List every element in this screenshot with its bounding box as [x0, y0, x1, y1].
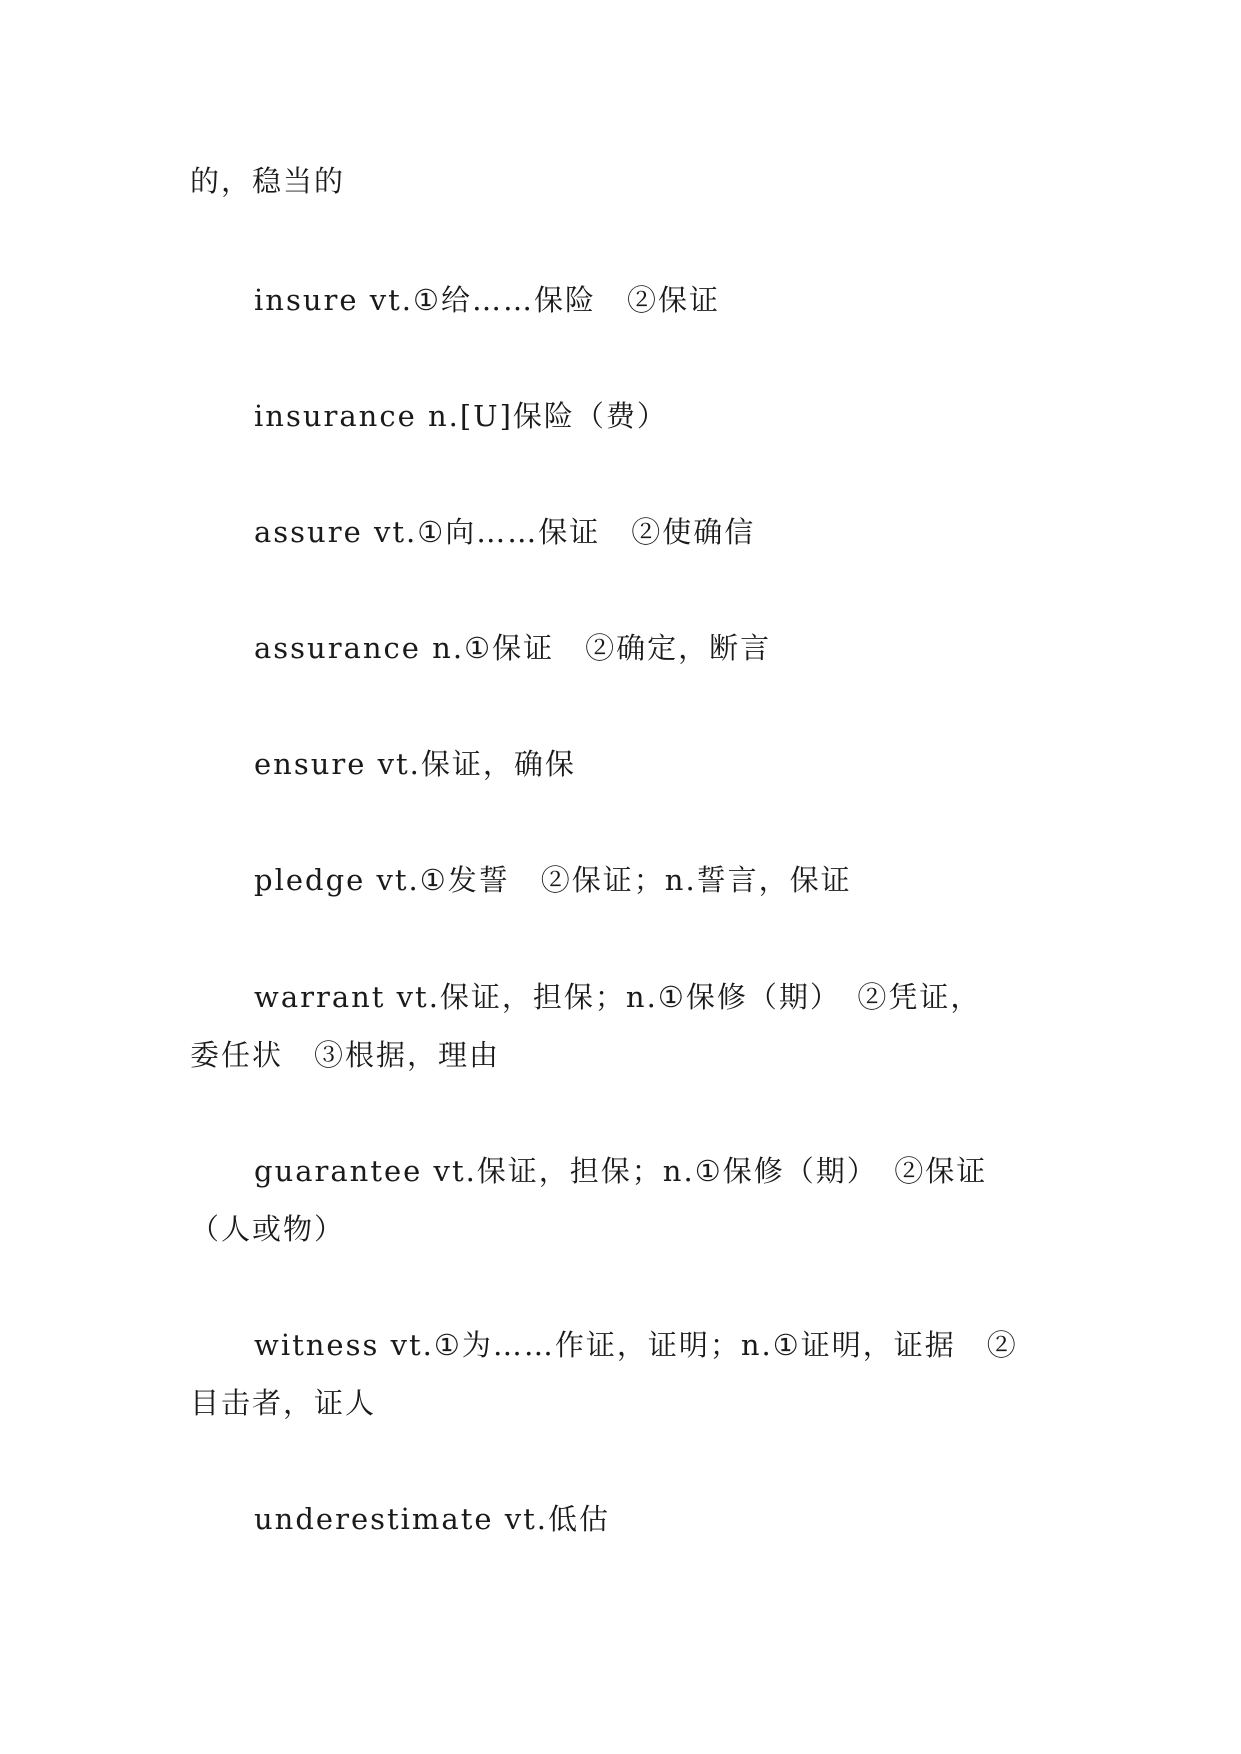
- entry-witness-continued: 目击者，证人: [190, 1386, 377, 1420]
- entry-insurance: insurance n.[U]保险（费）: [254, 399, 668, 433]
- entry-pledge: pledge vt.①发誓 ②保证；n.誓言，保证: [254, 863, 852, 897]
- entry-witness: witness vt.①为……作证，证明；n.①证明，证据 ②: [254, 1328, 1018, 1362]
- entry-assurance: assurance n.①保证 ②确定，断言: [254, 631, 772, 665]
- entry-guarantee-continued: （人或物）: [190, 1212, 346, 1246]
- entry-warrant-continued: 委任状 ③根据，理由: [190, 1038, 501, 1072]
- entry-insure: insure vt.①给……保险 ②保证: [254, 283, 721, 317]
- entry-underestimate: underestimate vt.低估: [254, 1502, 610, 1536]
- text-line-continuation: 的，稳当的: [190, 164, 346, 198]
- entry-ensure: ensure vt.保证，确保: [254, 747, 576, 781]
- entry-warrant: warrant vt.保证，担保；n.①保修（期） ②凭证，: [254, 980, 982, 1014]
- entry-guarantee: guarantee vt.保证，担保；n.①保修（期） ②保证: [254, 1154, 988, 1188]
- entry-assure: assure vt.①向……保证 ②使确信: [254, 515, 756, 549]
